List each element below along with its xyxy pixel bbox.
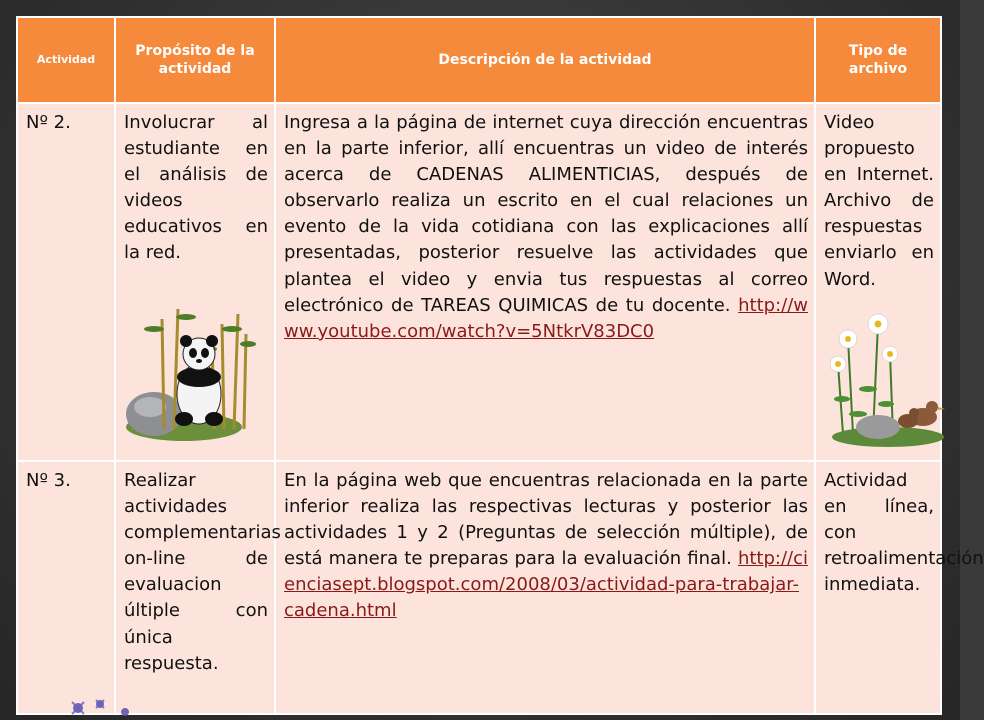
- activities-table: [16, 16, 984, 715]
- row-file-type: Actividad en línea, con retroalimentación inmediata.: [815, 461, 941, 714]
- header-description: Descripción de la actividad: [275, 17, 815, 103]
- row-purpose-text: Involucrar al estudiante en el análisis de videos educativos en la red.: [124, 112, 268, 264]
- panda-bamboo-illustration: [124, 299, 254, 444]
- video-link[interactable]: http://www.youtube.com/watch?v=5NtkrV83DC0: [284, 294, 808, 342]
- row-description: [275, 103, 815, 461]
- row-number: Nº 2.: [17, 103, 115, 461]
- row-description: [275, 461, 815, 714]
- header-file-type: Tipo de archivo: [815, 17, 941, 103]
- header-purpose: Propósito de la actividad: [115, 17, 275, 103]
- row-description-text: En la página web que encuentras relacionada en la parte inferior realiza las respectivas lecturas y posterior las actividades 1 y 2 (Preguntas de selección múltiple), de está manera te preparas para la evaluación final.: [284, 470, 808, 570]
- row-number: Nº 3.: [17, 461, 115, 714]
- row-description-text: Ingresa a la página de internet cuya dirección encuentras en la parte inferior, allí encuentras un video de interés acerca de CADENAS ALIMENTICIAS, después de observarlo realiza un escrito en el cual relaciones un evento de la vida cotidiana con las explicaciones allí presentadas, posterior resuelve las actividades que plantea el video y envia tus respuestas al correo electrónico de TAREAS QUIMICAS de tu docente.: [284, 112, 808, 316]
- corner-decoration: [0, 660, 160, 720]
- blog-link[interactable]: http://cienciasept.blogspot.com/2008/03/actividad-para-trabajar-cadena.html: [284, 548, 808, 622]
- header-activity: Actividad: [17, 17, 115, 103]
- row-file-type: [815, 103, 941, 461]
- header-row: [17, 17, 941, 103]
- table-row: [17, 103, 941, 461]
- row-file-type-text: Video propuesto en Internet. Archivo de respuestas enviarlo en Word.: [824, 112, 934, 290]
- row-purpose: [115, 103, 275, 461]
- row-purpose: Realizar actividades complementarias on-line de evaluacion últiple con única respuesta.: [115, 461, 275, 714]
- flowers-birds-illustration: [828, 309, 946, 449]
